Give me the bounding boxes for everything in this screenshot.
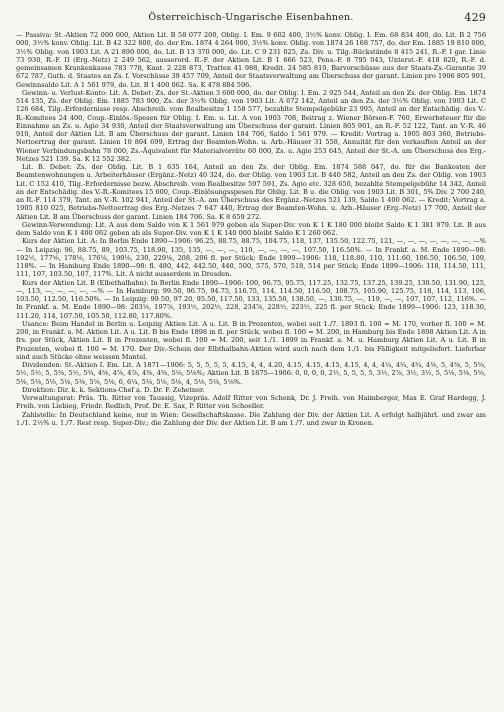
page-number: 429 xyxy=(464,11,486,24)
gewinn-verlust-lit-a-paragraph: Gewinn- u. Verlust-Konto: Lit. A. Debet: Zs. der St.-Aktien 3 600 000, do. der Oblig. I. Em. 2 925 544, Anteil an den Zs. der Oblig. Em. 1874 514 135, Zs. der Oblig. Em. 1885 783 900, Zs. der 3½% Oblig. von 1903 Lit. A 672 142, Anteil an den Zs. der 3½% Oblig. von 1903 Lit. C 126 684, Tilg.-Erfordernisse resp. Abschreib. vom Realbesitze 1 158 577, bezahlte Stempelgebühr 23 995, Anteil an der Entschädig. des V.-R.-Komitees 24 400, Coup.-Einlös.-Spesen für Oblig. I. Em. u. Lit. A von 1903 708, Beitrag z. Wiener Börsen-F. 760, Erwerbsteuer für die Einnahme an Zs. u. Agio 34 930, Anteil der Staatsverwaltung am Überschuss der garant. Linien 805 901, an R.-F. 52 122, Tant. an V.-R. 46 910, Anteil der Aktien Lit. B am Überschuss der garant. Linien 184 706, Saldo 1 561 979. — Kredit: Vortrag a. 1905 803 360, Betriebs-Nettoertrag der garant. Linien 10 804 699, Ertrag der Beamten-Wohn. u. Arb.-Häuser 31 558, Annuität für den verkauften Anteil an der Wiener Verbindungsbahn 78 000, Zs.-Äquivalent für Materialvorräte 60 000, Zs. u. Agio 253 645, Anteil der St.-A. am Überschuss des Erg.-Netzes 521 139. Sa. K 12 552 382. xyxy=(16,88,486,163)
direktion-paragraph: Direktion: Dir. k. k. Sektions-Chef a. D. Dr. F. Zehetner. xyxy=(22,385,205,394)
verwaltungsrat-paragraph: Verwaltungsrat: Präs. Th. Ritter von Taussig, Vizepräs. Adolf Ritter von Schenk, Dr. J. Freih. von Haimberger, Max E. Graf Hardegg, J. Freih. von Liebieg, Friedr. Redlich, Prof. Dr. E. Sax, P. Ritter von Schoeller. xyxy=(16,394,486,411)
dividenden-paragraph: Dividenden: St.-Aktien I. Em. Lit. A 1871—1906: 5, 5, 5, 5, 5, 4.15, 4, 4, 4.20, 4.15, 4.15, 4.15, 4.15, 4, 4, 4¼, 4¾, 4¾, 4⅜, 5, 4⅝, 5, 5⅛, 5½, 5½, 5, 5⅜, 5½, 5¾, 4⅝, 4⅞, 4⅞, 4⅜, 4⅜, 5⅛, 5⅛%; Aktien Lit. B 1875—1906: 0, 0, 0, 0, 2½, 5, 5, 5, 5, 3½, 2⅞, 3½, 3½, 5, 5⅛, 5⅛, 5⅛, 5⅛, 5⅛, 5⅛, 5⅛, 5⅛, 5⅛, 5⅛, 6, 6¼, 5⅛, 5⅛, 5⅛, 4, 5⅛, 5⅛, 5⅛%. xyxy=(16,361,486,386)
page-header xyxy=(16,12,486,26)
running-title: Österreichisch-Ungarische Eisenbahnen. xyxy=(148,12,354,23)
gewinn-verwendung-paragraph: Gewinn-Verwendung: Lit. A aus dem Saldo von K 1 561 979 geben als Super-Div. von K 1 K 180 000 bleibt Saldo K 1 381 979. Lit. B aus dem Saldo von K 1 400 062 geben ab als Super-Div. von K 1 K 140 000 bleibt Saldo K 1 260 062. xyxy=(16,220,486,237)
gewinn-verlust-lit-b-paragraph: Lit. B. Debet: Zs. der Oblig. Lit. B 1 635 164, Anteil an den Zs. der Oblig. Em. 1874 588 047, do. für die Bankosten der Beamtenwohnungen u. Arbeiterhäuser (Ergänz.-Netz) 40 324, do. der Oblig. von 1903 Lit. B 440 582, Anteil an den Zs. der Oblig. von 1903 Lit. C 152 410, Tilg.-Erfordernisse bezw. Abschreib. vom Realbesitze 597 591, Zs. Agio etc. 328 650, bezahlte Stempelgebühr 14 342, Anteil an der Entschädig. des V.-R.-Komitees 15 600, Coup.-Einlösungsspesen für Oblig. Lit. B u. die Oblig. von 1903 Lit. B 301, 5% Div. 2 700 240, an R.-F. 114 379, Tant. an V.-R. 102 941, Anteil der St.-A. am Überschuss des Ergänz.-Netzes 521 139, Saldo 1 400 062. — Kredit: Vortrag a. 1905 810 025, Betriebs-Nettoertrag des Erg.-Netzes 7 647 440, Ertrag der Beamten-Wohn. u. Arb.-Häuser (Erg.-Netz) 17 700, Anteil der Aktien Lit. B am Überschuss der garant. Linien 184 706. Sa. K 8 659 272. xyxy=(16,163,486,221)
usance-paragraph: Usance: Beim Handel in Berlin u. Leipzig Aktien Lit. A u. Lit. B in Prozenten, wobei seit 1./7. 1893 fl. 100 = M. 170, vorher fl. 100 = M. 200, in Frankf. a. M. Aktien Lit. A u. Lit. B bis Ende 1898 in fl. per Stück, wobei fl. 100 = M. 200, in Hamburg bis Ende 1898 Aktien Lit. A in frs. per Stück, Aktien Lit. B in Prozenten, wobei fl. 100 = M. 200, seit 1./1. 1899 in Frankf. a. M. u. Hamburg Aktien Lit. A u. Lit. B in Prozenten, wobei fl. 100 = M. 170. Der Div.-Schein der Elbthalbahn-Aktien wird auch nach dem 1./1. bis Fälligkeit mitgeliefert. Lieferbar sind auch Stücke ohne weissen Mantel. xyxy=(16,319,486,361)
zahlstelle-paragraph: Zahlstelle: In Deutschland keine, nur in Wien: Gesellschaftskasse. Die Zahlung der Div. der Aktien Lit. A erfolgt halbjährl. und zwar am 1./1. 2½% u. 1./7. Rest resp. Super-Div.; die Zahlung der Div. der Aktien Lit. B am 1./7. und zwar in Kronen. xyxy=(16,410,486,427)
kurs-lit-a-paragraph: Kurs der Aktien Lit. A: In Berlin Ende 1890—1906: 96.25, 88.75, 88.75, 104.75, 118, 137, 135.50, 122.75, 121, —, —, —, —, —, —, —, —% — In Leipzig: 96, 88.75, 89, 103.75, 118.90, 135, 135, —, —, —, 110, —, —, —, —, 107.50, 116.50%. — In Frankf. a. M. Ende 1890—98: 192½, 177⅝, 178⅛, 176⅛, 190⅛, 230, 229⅛, 208, 206 fl. per Stück; Ende 1899—1906: 118, 118.80, 110, 111.60, 106.50, 106.50, 109, 118%. — In Hamburg Ende 1890—98: fl. 480, 442, 442.50, 440, 500, 575, 570, 518, 514 per Stück; Ende 1899—1906: 118, 114.50, 111, 111, 107, 103.50, 107, 117%. Lit. A nicht ausserdem in Dresden. xyxy=(16,237,486,279)
passiva-paragraph: — Passiva: St.-Aktien 72 000 000, Aktien Lit. B 58 077 200, Oblig. I. Em. 9 602 400, 3½% konv. Oblig. I. Em. 68 834 400, do. Lit. B 2 756 000, 3½% konv. Oblig. Lit. B 42 322 800, do. der Em. 1874 4 264 000, 3½% konv. Oblig. von 1874 26 168 757, do. der Em. 1885 19 810 000, 3½% Oblig. von 1903 Lit. A 21 890 000, do. Lit. B 13 370 000, do. Lit. C 9 231 025, Zs. Div. u. Tilg.-Rückstände 8 415 241, R.-F. I gar. Linie 73 930, R.-F. II (Erg.-Netz) 2 249 562, ausserord. R.-F. der Aktien Lit. B 1 666 523, Pens.-F. 8 795 043, Unterst.-F. 418 820, R.-F. d. gemeinsamen Krankenkasse 783 778, Kaut. 2 228 873, Tratten 41 988, Kredit. 24 585 819, Barvorschüsse aus der Staats-Zs.-Garantie 39 672 787, Guth. d. Staates an Zs. f. Vorschüsse 39 457 709, Anteil der Staatsverwaltung am Überschuss der garant. Linien pro 1906 805 901, Gewinnsaldo Lit. A 1 561 979, do. Lit. B 1 400 062. Sa. K 478 884 596. xyxy=(16,31,486,89)
body-text xyxy=(16,31,486,427)
kurs-lit-b-paragraph: Kurs der Aktien Lit. B (Elbethalbahn): In Berlin Ende 1890—1906: 100, 96.75, 95.75, 117.25, 132.75, 137.25, 139.25, 130.50, 131.90, 125, —, 113, —, —, —, —, —% — In Hamburg: 99.50, 96.75, 94.75, 116.75, 114, 114.50, 116.50, 108.75, 105.90, 125.75, 118, 114, 113, 106, 103.50, 112.50, 116.50%. — In Leipzig: 99.50, 97.20, 95.50, 117.50, 133, 135.50, 138.50, —, 130.75, —, 119, —, —, 107, 107, 112, 116%. — In Frankf. a. M. Ende 1890—98: 203⅛, 197⅞, 193½, 202½, 228, 234⅞, 228½, 223½, 225 fl. per Stück; Ende 1899—1906: 123, 118.30, 111.20, 114, 107.50, 105.50, 112.80, 117.80%. xyxy=(16,278,486,320)
